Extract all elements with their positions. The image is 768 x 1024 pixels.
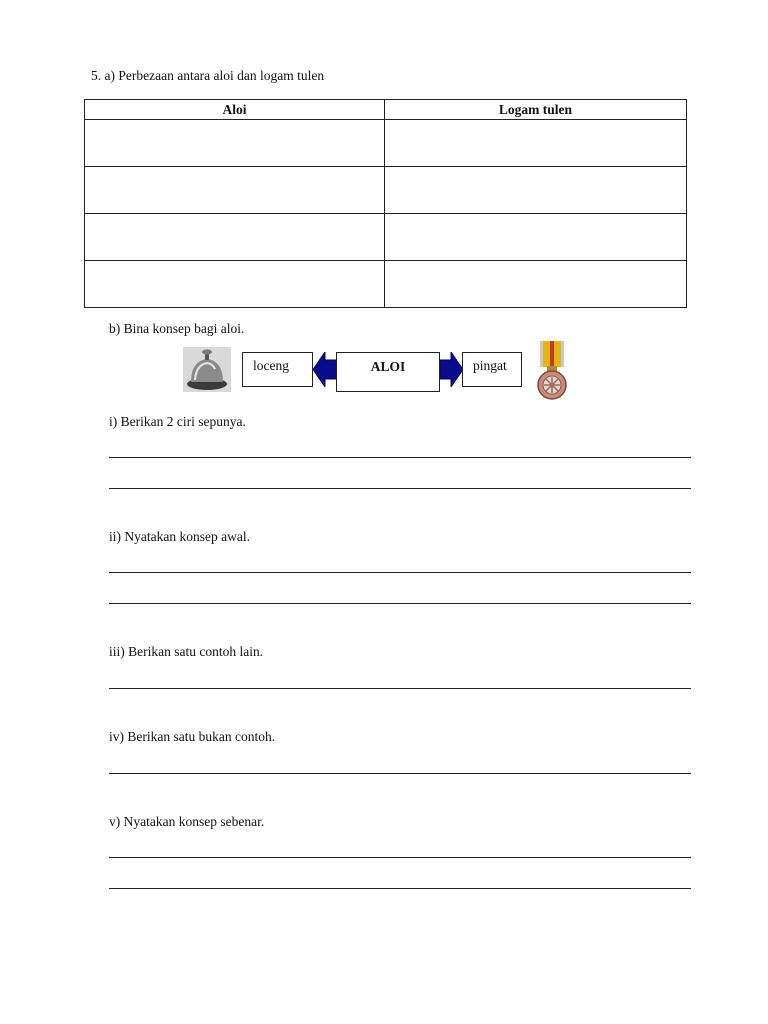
medal-image	[534, 341, 570, 404]
question-a-title: 5. a) Perbezaan antara aloi dan logam tulen	[91, 68, 325, 83]
question-iv: iv) Berikan satu bukan contoh.	[109, 729, 276, 744]
loceng-label: loceng	[253, 358, 289, 373]
answer-line[interactable]	[109, 857, 691, 858]
comparison-table	[84, 99, 687, 308]
table-cell	[85, 120, 385, 167]
question-v: v) Nyatakan konsep sebenar.	[109, 814, 265, 829]
answer-line[interactable]	[109, 688, 691, 689]
table-cell	[385, 261, 687, 308]
question-iii: iii) Berikan satu contoh lain.	[109, 644, 264, 659]
table-cell	[385, 214, 687, 261]
aloi-label: ALOI	[370, 359, 406, 374]
right-arrow-icon	[440, 352, 463, 387]
pingat-box	[462, 352, 522, 387]
table-cell	[385, 167, 687, 214]
table-cell	[85, 167, 385, 214]
pingat-label: pingat	[473, 358, 507, 373]
table-cell	[385, 120, 687, 167]
table-row	[85, 120, 687, 167]
question-b-title: b) Bina konsep bagi aloi.	[109, 321, 245, 336]
answer-line[interactable]	[109, 603, 691, 604]
table-row	[85, 167, 687, 214]
answer-line[interactable]	[109, 488, 691, 489]
left-arrow-icon	[313, 352, 337, 387]
table-row	[85, 261, 687, 308]
table-header-row	[85, 100, 687, 120]
table-cell	[85, 261, 385, 308]
aloi-box	[336, 352, 440, 392]
table-row	[85, 214, 687, 261]
table-cell	[85, 214, 385, 261]
answer-line[interactable]	[109, 888, 691, 889]
answer-line[interactable]	[109, 572, 691, 573]
loceng-box	[242, 352, 313, 387]
answer-line[interactable]	[109, 457, 691, 458]
header-logam-tulen: Logam tulen	[385, 100, 687, 120]
bell-image	[183, 347, 231, 392]
answer-line[interactable]	[109, 773, 691, 774]
header-aloi: Aloi	[85, 100, 385, 120]
question-i: i) Berikan 2 ciri sepunya.	[109, 414, 246, 429]
question-ii: ii) Nyatakan konsep awal.	[109, 529, 250, 544]
